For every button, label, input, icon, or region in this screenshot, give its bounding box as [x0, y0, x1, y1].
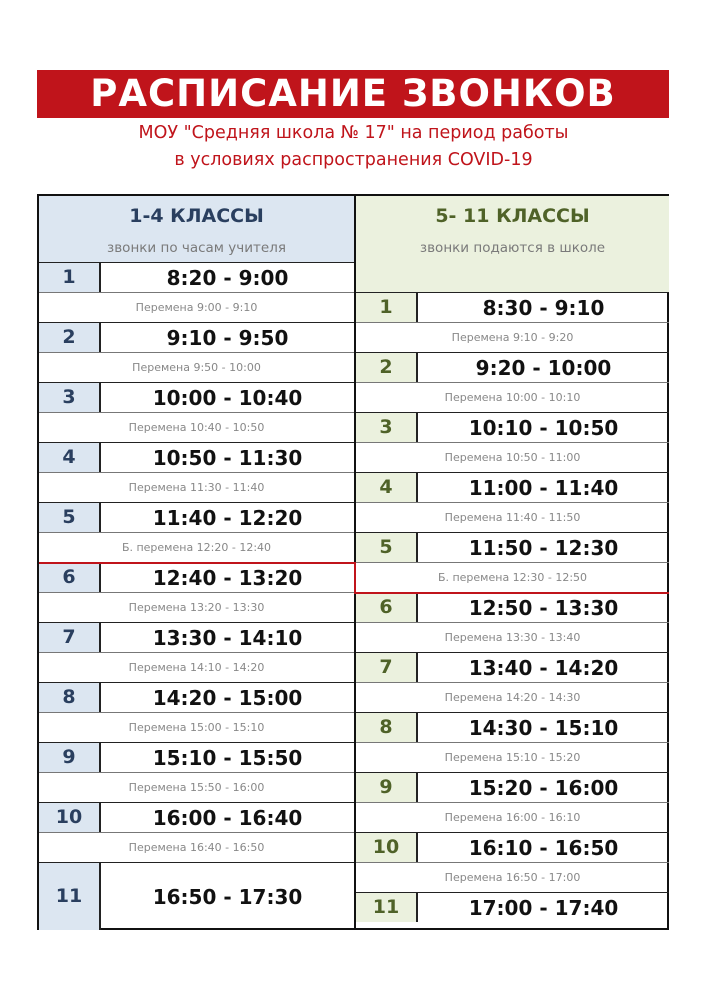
left-lesson-row — [39, 742, 354, 772]
lesson-time: 10:00 - 10:40 — [152, 386, 303, 410]
lesson-time: 15:10 - 15:50 — [152, 746, 303, 770]
lesson-number: 11 — [39, 863, 99, 930]
left-column-title: 1-4 КЛАССЫ — [129, 205, 264, 227]
right-lesson-row — [356, 532, 669, 562]
lesson-number: 4 — [39, 443, 99, 472]
lesson-number: 10 — [39, 803, 99, 832]
lesson-number: 1 — [356, 293, 416, 322]
left-break-row: Перемена 9:50 - 10:00 — [39, 352, 354, 382]
highlight-line — [354, 592, 669, 594]
left-lesson-row — [39, 442, 354, 472]
right-lesson-row — [356, 472, 669, 502]
lesson-number: 5 — [39, 503, 99, 532]
right-break-row: Б. перемена 12:30 - 12:50 — [356, 562, 669, 592]
lesson-time: 14:20 - 15:00 — [152, 686, 303, 710]
lesson-time: 11:40 - 12:20 — [152, 506, 303, 530]
right-lesson-row — [356, 712, 669, 742]
right-column-title: 5- 11 КЛАССЫ — [435, 205, 590, 227]
subtitle-line-2: в условиях распространения COVID-19 — [174, 150, 533, 170]
lesson-number: 5 — [356, 533, 416, 562]
right-lesson-row — [356, 832, 669, 862]
lesson-number: 7 — [356, 653, 416, 682]
left-column-header — [39, 196, 354, 262]
lesson-time: 9:10 - 9:50 — [166, 326, 289, 350]
lesson-number: 2 — [39, 323, 99, 352]
lesson-time: 10:50 - 11:30 — [152, 446, 303, 470]
lesson-time: 15:20 - 16:00 — [468, 776, 619, 800]
lesson-number: 3 — [39, 383, 99, 412]
lesson-number: 11 — [356, 893, 416, 922]
left-break-row: Перемена 14:10 - 14:20 — [39, 652, 354, 682]
left-break-row: Перемена 9:00 - 9:10 — [39, 292, 354, 322]
right-break-row: Перемена 13:30 - 13:40 — [356, 622, 669, 652]
lesson-time: 12:40 - 13:20 — [152, 566, 303, 590]
left-column-subtitle: звонки по часам учителя — [107, 240, 286, 256]
left-lesson-row — [39, 322, 354, 352]
left-lesson-row — [39, 562, 354, 592]
left-break-row: Перемена 15:00 - 15:10 — [39, 712, 354, 742]
left-lesson-row — [39, 682, 354, 712]
left-break-row: Б. перемена 12:20 - 12:40 — [39, 532, 354, 562]
left-lesson-row — [39, 502, 354, 532]
lesson-time: 17:00 - 17:40 — [468, 896, 619, 920]
schedule-table — [37, 194, 669, 930]
right-lesson-row — [356, 772, 669, 802]
left-lesson-row — [39, 622, 354, 652]
left-break-row: Перемена 16:40 - 16:50 — [39, 832, 354, 862]
lesson-number: 9 — [356, 773, 416, 802]
left-lesson-row — [39, 802, 354, 832]
lesson-number: 8 — [39, 683, 99, 712]
lesson-number: 9 — [39, 743, 99, 772]
right-break-row: Перемена 15:10 - 15:20 — [356, 742, 669, 772]
lesson-number: 6 — [356, 593, 416, 622]
left-break-row: Перемена 15:50 - 16:00 — [39, 772, 354, 802]
lesson-time: 12:50 - 13:30 — [468, 596, 619, 620]
right-lesson-row — [356, 412, 669, 442]
lesson-number: 7 — [39, 623, 99, 652]
lesson-time: 11:00 - 11:40 — [468, 476, 619, 500]
right-lesson-row — [356, 652, 669, 682]
left-break-row: Перемена 10:40 - 10:50 — [39, 412, 354, 442]
lesson-number: 3 — [356, 413, 416, 442]
right-break-row: Перемена 11:40 - 11:50 — [356, 502, 669, 532]
lesson-time: 16:00 - 16:40 — [152, 806, 303, 830]
right-break-row: Перемена 16:00 - 16:10 — [356, 802, 669, 832]
left-break-row: Перемена 11:30 - 11:40 — [39, 472, 354, 502]
lesson-time: 16:10 - 16:50 — [468, 836, 619, 860]
lesson-time: 8:30 - 9:10 — [482, 296, 605, 320]
lesson-time: 11:50 - 12:30 — [468, 536, 619, 560]
left-break-row: Перемена 13:20 - 13:30 — [39, 592, 354, 622]
page-title: РАСПИСАНИЕ ЗВОНКОВ — [37, 70, 669, 118]
lesson-number: 2 — [356, 353, 416, 382]
lesson-number: 6 — [39, 563, 99, 592]
right-column-header — [356, 196, 669, 292]
left-lesson-row — [39, 382, 354, 412]
lesson-number: 8 — [356, 713, 416, 742]
right-break-row: Перемена 14:20 - 14:30 — [356, 682, 669, 712]
right-break-row: Перемена 9:10 - 9:20 — [356, 322, 669, 352]
right-lesson-row — [356, 292, 669, 322]
lesson-number: 4 — [356, 473, 416, 502]
right-break-row: Перемена 16:50 - 17:00 — [356, 862, 669, 892]
right-break-row: Перемена 10:00 - 10:10 — [356, 382, 669, 412]
lesson-time: 13:40 - 14:20 — [468, 656, 619, 680]
highlight-line — [39, 562, 356, 564]
subtitle-line-1: МОУ "Средняя школа № 17" на период работы — [138, 123, 569, 143]
right-column-subtitle: звонки подаются в школе — [419, 240, 606, 256]
lesson-number: 1 — [39, 263, 99, 292]
lesson-time: 16:50 - 17:30 — [152, 885, 303, 909]
highlight-line — [354, 562, 356, 594]
lesson-time: 13:30 - 14:10 — [152, 626, 303, 650]
right-lesson-row — [356, 352, 669, 382]
right-lesson-row — [356, 892, 669, 922]
left-lesson-row — [39, 262, 354, 292]
left-lesson-row — [39, 862, 354, 930]
lesson-time: 9:20 - 10:00 — [475, 356, 612, 380]
lesson-time: 14:30 - 15:10 — [468, 716, 619, 740]
lesson-time: 8:20 - 9:00 — [166, 266, 289, 290]
right-lesson-row — [356, 592, 669, 622]
lesson-number: 10 — [356, 833, 416, 862]
lesson-time: 10:10 - 10:50 — [468, 416, 619, 440]
right-break-row: Перемена 10:50 - 11:00 — [356, 442, 669, 472]
